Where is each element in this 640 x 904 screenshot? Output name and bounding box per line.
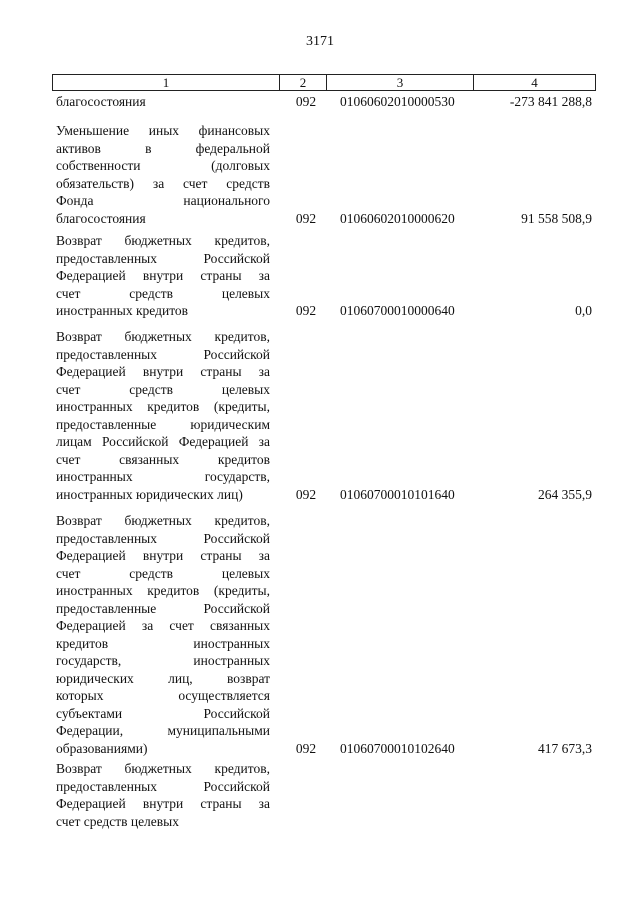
- description-line: иностранных кредитов: [56, 303, 189, 318]
- description-line: Уменьшение иных финансовых: [56, 123, 270, 138]
- description-line: Федерацией внутри страны за: [56, 548, 270, 563]
- description-line: благосостояния: [56, 94, 146, 109]
- description-line: предоставленных Российской: [56, 346, 270, 362]
- row-description: [56, 760, 270, 830]
- description-line: счет средств целевых: [56, 813, 179, 829]
- description-line: предоставленных Российской: [56, 530, 270, 546]
- description-line: предоставленные Российской: [56, 600, 270, 616]
- description-line: предоставленных Российской: [56, 778, 270, 794]
- description-line: Фонда национального: [56, 193, 270, 208]
- description-line: лицам Российской Федерацией за: [56, 434, 270, 449]
- row-description: [56, 512, 270, 757]
- page-number: 3171: [306, 34, 334, 49]
- description-line: счет средств целевых: [56, 285, 270, 301]
- row-amount: 91 558 508,9: [521, 210, 592, 226]
- row-kbk: 01060700010000640: [340, 303, 455, 318]
- header-col-3: 3: [396, 75, 404, 90]
- header-col-1: 1: [162, 75, 170, 90]
- description-line: Федерацией внутри страны за: [56, 364, 270, 379]
- description-line: Федерацией внутри страны за: [56, 268, 270, 283]
- description-line: иностранных юридических лиц): [56, 486, 243, 502]
- description-line: предоставленных Российской: [56, 250, 270, 266]
- row-code: 092: [295, 740, 317, 756]
- row-code: 092: [295, 210, 317, 226]
- description-line: обязательств) за счет средств: [56, 175, 270, 191]
- description-line: Возврат бюджетных кредитов,: [56, 513, 270, 528]
- row-amount: 0,0: [575, 303, 592, 318]
- row-code: 092: [295, 94, 317, 109]
- description-line: кредитов иностранных: [56, 635, 270, 651]
- description-line: государств, иностранных: [56, 653, 270, 668]
- description-line: Возврат бюджетных кредитов,: [56, 233, 270, 248]
- description-line: благосостояния: [56, 210, 146, 226]
- row-kbk: 01060700010101640: [340, 486, 455, 502]
- description-line: счет связанных кредитов: [56, 451, 270, 467]
- description-line: Федерацией внутри страны за: [56, 796, 270, 811]
- row-code: 092: [295, 303, 317, 318]
- row-kbk: 01060602010000530: [340, 94, 455, 109]
- description-line: иностранных кредитов (кредиты,: [56, 399, 270, 414]
- row-description: [56, 122, 270, 227]
- header-col-4: 4: [531, 75, 538, 90]
- description-line: Федерации, муниципальными: [56, 723, 270, 738]
- description-line: которых осуществляется: [56, 688, 270, 703]
- row-amount: 417 673,3: [538, 740, 592, 756]
- row-amount: 264 355,9: [538, 486, 592, 502]
- description-line: иностранных кредитов (кредиты,: [56, 583, 270, 598]
- row-kbk: 01060602010000620: [340, 210, 455, 226]
- header-col-2: 2: [299, 75, 307, 90]
- description-line: предоставленные юридическим: [56, 416, 270, 432]
- row-description: [56, 328, 270, 503]
- table-header: [52, 74, 596, 91]
- description-line: иностранных государств,: [56, 469, 270, 484]
- row-description: [56, 93, 270, 111]
- description-line: Возврат бюджетных кредитов,: [56, 761, 270, 776]
- description-line: юридических лиц, возврат: [56, 670, 270, 686]
- description-line: активов в федеральной: [56, 140, 270, 156]
- description-line: счет средств целевых: [56, 565, 270, 581]
- description-line: Федерацией за счет связанных: [56, 618, 270, 633]
- description-line: Возврат бюджетных кредитов,: [56, 329, 270, 344]
- row-amount: -273 841 288,8: [509, 94, 592, 109]
- row-description: [56, 232, 270, 320]
- row-code: 092: [295, 486, 317, 502]
- description-line: счет средств целевых: [56, 381, 270, 397]
- description-line: субъектами Российской: [56, 705, 270, 721]
- row-kbk: 01060700010102640: [340, 740, 455, 756]
- description-line: собственности (долговых: [56, 158, 270, 173]
- description-line: образованиями): [56, 740, 148, 756]
